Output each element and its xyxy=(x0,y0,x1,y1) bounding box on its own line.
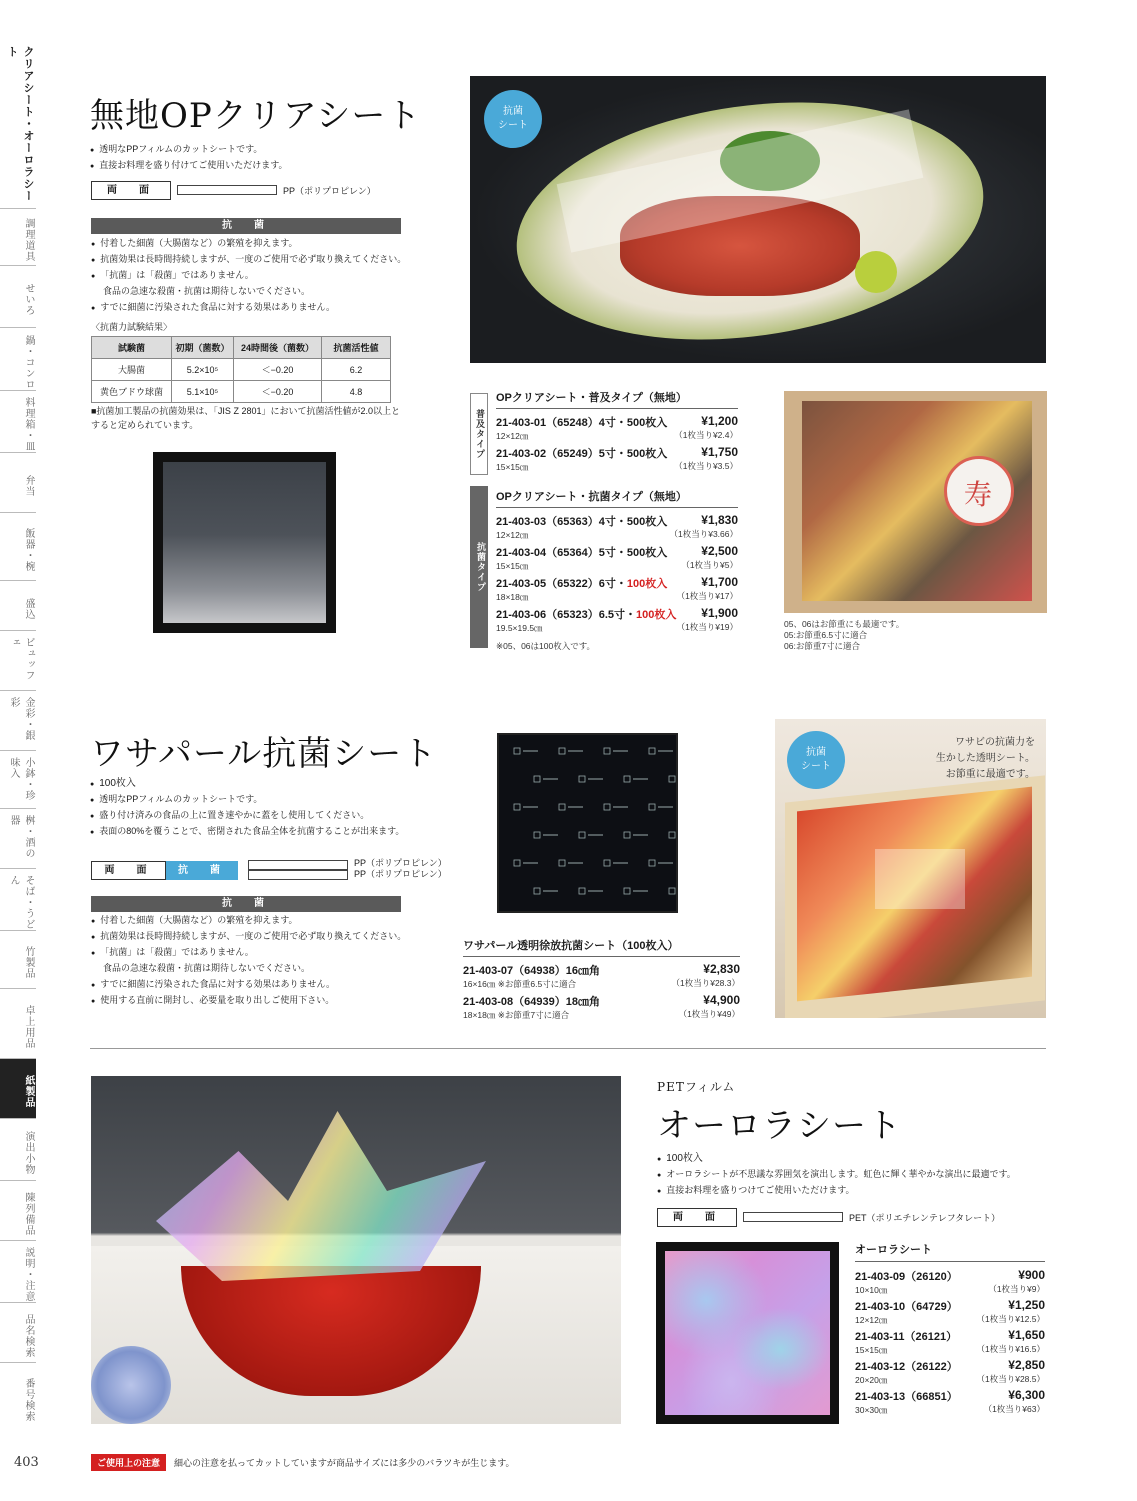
material-swatch xyxy=(743,1212,843,1222)
product-size: 19.5×19.5㎝ xyxy=(496,623,543,633)
sheet-mark xyxy=(514,804,520,810)
aurora-header: オーロラシート xyxy=(855,1244,932,1256)
sidebar-item[interactable]: 竹製品 xyxy=(0,930,36,988)
badge-line: 抗菌 xyxy=(806,747,826,758)
product-row xyxy=(496,414,738,445)
product-size: 15×15㎝ xyxy=(496,462,529,472)
unit-price: （1枚当り¥9） xyxy=(988,1284,1045,1294)
bullet: ● 透明なPPフィルムのカットシートです。 xyxy=(90,792,404,808)
cell: 5.1×10⁵ xyxy=(172,381,234,403)
product-code-text: 21-403-02（65249）5寸・500枚入 xyxy=(496,448,668,460)
unit-price: （1枚当り¥28.5） xyxy=(976,1374,1045,1384)
sidebar-item[interactable]: 盛込 xyxy=(0,580,36,630)
antibac-sheet-badge xyxy=(484,90,542,148)
product-code-text: 21-403-09（26120） xyxy=(855,1271,958,1283)
product-code-text: 21-403-11（26121） xyxy=(855,1331,958,1343)
sheet-mark xyxy=(534,888,540,894)
product-code-text: 21-403-10（64729） xyxy=(855,1301,958,1313)
sheet-mark xyxy=(534,776,540,782)
op-antibac-header: OPクリアシート・抗菌タイプ（無地） xyxy=(496,491,687,503)
standard-type-tab: 普及タイプ xyxy=(470,393,488,475)
clear-sheet-sample-image xyxy=(153,452,336,633)
bullet: ● 100枚入 xyxy=(657,1151,1016,1167)
caption-line: 06:お節重7寸に適合 xyxy=(784,641,861,651)
caption-line: 05、06はお節重にも最適です。 xyxy=(784,619,905,629)
antibac-header: 抗 菌 xyxy=(91,218,401,234)
bullet: ● 抗菌効果は長時間持続しますが、一度のご使用で必ず取り換えてください。 xyxy=(91,929,406,945)
bullet: ● 「抗菌」は「殺菌」ではありません。 xyxy=(91,268,406,284)
bullet: ● オーロラシートが不思議な雰囲気を演出します。虹色に輝く華やかな演出に最適です。 xyxy=(657,1167,1016,1183)
antibac-tag: 抗 菌 xyxy=(166,861,238,880)
product-code-text: 21-403-12（26122） xyxy=(855,1361,958,1373)
bullet: ● 使用する直前に開封し、必要量を取り出しご使用下さい。 xyxy=(91,993,406,1009)
sheet-mark xyxy=(559,748,565,754)
section1-bullets xyxy=(90,142,288,174)
cell: 黄色ブドウ球菌 xyxy=(92,381,172,403)
sidebar-item[interactable]: 説明・注意 xyxy=(0,1240,36,1302)
sheet-mark xyxy=(649,804,655,810)
product-row xyxy=(496,575,738,606)
badge-line: 抗菌 xyxy=(503,106,523,117)
sheet-mark xyxy=(624,832,630,838)
wasapearl-list xyxy=(463,962,740,1024)
product-price: ¥6,300 xyxy=(1008,1388,1045,1402)
product-row xyxy=(855,1328,1045,1358)
antibac-points xyxy=(91,236,406,316)
product-code-text: 21-403-03（65363）4寸・500枚入 xyxy=(496,516,668,528)
product-price: ¥2,500 xyxy=(701,544,738,558)
sheet-mark xyxy=(649,860,655,866)
antibac-points xyxy=(91,913,406,1009)
sidebar-item[interactable]: そば・うどん xyxy=(0,868,36,930)
bullet: ● 付着した細菌（大腸菌など）の繁殖を抑えます。 xyxy=(91,913,406,929)
sheet-mark xyxy=(579,776,585,782)
material-label: PP（ポリプロピレン） xyxy=(283,186,376,196)
sheet-mark xyxy=(514,860,520,866)
wasapearl-sheet-sample-image xyxy=(497,733,678,913)
product-code-text: 21-403-07（64938）16㎝角 xyxy=(463,965,600,977)
unit-price: （1枚当り¥16.5） xyxy=(976,1344,1045,1354)
section2-bullets xyxy=(90,776,404,840)
bullet: ● 直接お料理を盛り付けてご使用いただけます。 xyxy=(90,158,288,174)
sidebar-item[interactable]: 料理箱・皿 xyxy=(0,390,36,452)
sheet-mark xyxy=(649,748,655,754)
page-number: 403 xyxy=(14,1455,39,1470)
sidebar-item[interactable]: せいろ xyxy=(0,265,36,327)
sheet-mark xyxy=(559,860,565,866)
product-code-text: 21-403-05（65322）6寸・ xyxy=(496,578,627,590)
unit-price: （1枚当り¥17） xyxy=(676,591,738,601)
product-price: ¥1,650 xyxy=(1008,1328,1045,1342)
bullet: ● 透明なPPフィルムのカットシートです。 xyxy=(90,142,288,158)
product-size: 16×16㎝ ※お節重6.5寸に適合 xyxy=(463,979,577,989)
double-sided-tag: 両 面 xyxy=(91,861,166,880)
sheet-mark xyxy=(624,776,630,782)
unit-price: （1枚当り¥2.4） xyxy=(674,430,738,440)
product-size: 18×18㎝ xyxy=(496,592,529,602)
product-price: ¥1,900 xyxy=(701,606,738,620)
section3-bullets xyxy=(657,1151,1016,1199)
sheet-mark xyxy=(669,832,675,838)
sheet-pattern-graphic xyxy=(499,735,678,913)
product-price: ¥2,850 xyxy=(1008,1358,1045,1372)
caution-label: ご使用上の注意 xyxy=(91,1454,166,1471)
bullet: ● 表面の80%を覆うことで、密閉された食品全体を抗菌することが出来ます。 xyxy=(90,824,404,840)
cell: 4.8 xyxy=(322,381,391,403)
section3-subtitle: PETフィルム xyxy=(657,1080,736,1094)
sidebar-item[interactable]: 卓上用品 xyxy=(0,988,36,1058)
double-sided-tag: 両 面 xyxy=(657,1208,737,1227)
product-size: 30×30㎝ xyxy=(855,1405,888,1415)
cell: ＜−0.20 xyxy=(234,359,322,381)
divider xyxy=(463,956,740,957)
unit-price: （1枚当り¥28.3） xyxy=(671,978,740,988)
product-code-text: 21-403-13（66851） xyxy=(855,1391,958,1403)
product-row xyxy=(463,962,740,993)
bullet: ● 盛り付け済みの食品の上に置き速やかに蓋をし使用してください。 xyxy=(90,808,404,824)
bullet: ● すでに細菌に汚染された食品に対する効果はありません。 xyxy=(91,300,406,316)
product-code-text: 21-403-08（64939）18㎝角 xyxy=(463,996,600,1008)
col-header: 試験菌 xyxy=(92,337,172,359)
aurora-list xyxy=(855,1268,1045,1418)
table-header-row xyxy=(92,337,391,359)
product-row xyxy=(463,993,740,1024)
product-price: ¥4,900 xyxy=(703,993,740,1007)
cell: 大腸菌 xyxy=(92,359,172,381)
sheet-mark xyxy=(559,804,565,810)
product-row xyxy=(496,513,738,544)
footer-caution xyxy=(91,1454,515,1471)
sashimi-photo xyxy=(470,76,1046,363)
product-code-text: 21-403-06（65323）6.5寸・ xyxy=(496,609,637,621)
unit-price: （1枚当り¥49） xyxy=(678,1009,740,1019)
material-swatch xyxy=(248,870,348,880)
product-row xyxy=(855,1268,1045,1298)
test-title: 〈抗菌力試験結果〉 xyxy=(91,322,173,332)
product-price: ¥900 xyxy=(1018,1268,1045,1282)
sheet-mark xyxy=(624,888,630,894)
sidebar-item[interactable]: 小鉢・珍味入 xyxy=(0,750,36,808)
bullet: ● 100枚入 xyxy=(90,776,404,792)
col-header: 抗菌活性値 xyxy=(322,337,391,359)
unit-price: （1枚当り¥12.5） xyxy=(976,1314,1045,1324)
product-price: ¥1,200 xyxy=(701,414,738,428)
divider xyxy=(496,507,738,508)
product-price: ¥1,700 xyxy=(701,575,738,589)
sheet-mark xyxy=(514,748,520,754)
product-size: 18×18㎝ ※お節重7寸に適合 xyxy=(463,1010,570,1020)
op-antibac-footnote: ※05、06は100枚入です。 xyxy=(496,641,596,651)
sheet-mark xyxy=(604,748,610,754)
product-size: 12×12㎝ xyxy=(855,1315,888,1325)
antibac-sheet-badge xyxy=(787,731,845,789)
unit-price: （1枚当り¥3.66） xyxy=(669,529,738,539)
product-code-text: 21-403-04（65364）5寸・500枚入 xyxy=(496,547,668,559)
caution-text: 細心の注意を払ってカットしていますが商品サイズには多少のバラツキが生じます。 xyxy=(174,1458,515,1468)
sidebar-item[interactable]: クリアシート・オーロラシート xyxy=(6,46,35,202)
product-code-text: 21-403-01（65248）4寸・500枚入 xyxy=(496,417,668,429)
cell: 6.2 xyxy=(322,359,391,381)
pack-count-highlight: 100枚入 xyxy=(626,578,668,590)
category-sidebar xyxy=(0,40,36,1430)
bullet: ● 抗菌効果は長時間持続しますが、一度のご使用で必ず取り換えてください。 xyxy=(91,252,406,268)
product-code xyxy=(463,993,740,1009)
product-price: ¥1,750 xyxy=(701,445,738,459)
bullet: ● 「抗菌」は「殺菌」ではありません。 xyxy=(91,945,406,961)
unit-price: （1枚当り¥5） xyxy=(681,560,738,570)
op-antibac-list xyxy=(496,513,738,637)
caption-line: お節重に最適です。 xyxy=(945,769,1035,780)
caption-line: 05:お節重6.5寸に適合 xyxy=(784,630,868,640)
osechi-photo: 寿 xyxy=(784,391,1047,613)
sidebar-item[interactable]: 陳列備品 xyxy=(0,1180,36,1240)
sheet-mark xyxy=(534,832,540,838)
product-code xyxy=(463,962,740,978)
sidebar-item[interactable]: 飯器・椀 xyxy=(0,512,36,580)
antibac-test-table xyxy=(91,336,391,403)
product-row xyxy=(855,1388,1045,1418)
product-size: 20×20㎝ xyxy=(855,1375,888,1385)
section-divider xyxy=(90,1048,1046,1049)
pack-count-highlight: 100枚入 xyxy=(636,609,677,621)
cell: ＜−0.20 xyxy=(234,381,322,403)
sidebar-item[interactable]: 桝・酒の器 xyxy=(0,808,36,868)
product-row xyxy=(855,1358,1045,1388)
table-row xyxy=(92,381,391,403)
divider xyxy=(855,1261,1045,1262)
antibac-type-tab: 抗菌タイプ xyxy=(470,486,488,648)
caption-line: ワサビの抗菌力を xyxy=(955,737,1035,748)
test-note: ■抗菌加工製品の抗菌効果は、「JIS Z 2801」において抗菌活性値が2.0以上とすると定められています。 xyxy=(91,406,400,430)
sidebar-item[interactable]: 演出小物 xyxy=(0,1118,36,1180)
product-code xyxy=(855,1268,1045,1284)
product-price: ¥1,250 xyxy=(1008,1298,1045,1312)
product-size: 12×12㎝ xyxy=(496,431,529,441)
sidebar-item[interactable]: 調理道具 xyxy=(0,208,36,265)
bullet: ● すでに細菌に汚染された食品に対する効果はありません。 xyxy=(91,977,406,993)
table-row xyxy=(92,359,391,381)
bullet: 食品の急速な殺菌・抗菌は期待しないでください。 xyxy=(103,286,311,296)
bullet: ● 付着した細菌（大腸菌など）の繁殖を抑えます。 xyxy=(91,236,406,252)
op-standard-list xyxy=(496,414,738,476)
sidebar-item[interactable]: 紙製品 xyxy=(0,1058,36,1118)
sheet-mark xyxy=(669,776,675,782)
badge-line: シート xyxy=(801,761,831,772)
sheet-mark xyxy=(579,832,585,838)
sidebar-item[interactable]: 金彩・銀彩 xyxy=(0,690,36,750)
caption-line: 生かした透明シート。 xyxy=(935,753,1035,764)
double-sided-tag: 両 面 xyxy=(91,181,171,200)
bullet: ● 直接お料理を盛りつけてご使用いただけます。 xyxy=(657,1183,1016,1199)
product-size: 15×15㎝ xyxy=(496,561,529,571)
section3-title: オーロラシート xyxy=(657,1106,902,1146)
sidebar-item[interactable]: ビュッフェ xyxy=(0,630,36,690)
unit-price: （1枚当り¥3.5） xyxy=(674,461,738,471)
product-size: 15×15㎝ xyxy=(855,1345,888,1355)
sidebar-item[interactable]: 鍋・コンロ xyxy=(0,327,36,390)
sheet-mark xyxy=(604,804,610,810)
material-label: PP（ポリプロピレン） xyxy=(354,858,447,868)
col-header: 24時間後（菌数） xyxy=(234,337,322,359)
sidebar-item[interactable]: 番号検索 xyxy=(0,1362,36,1430)
product-price: ¥2,830 xyxy=(703,962,740,976)
section2-title: ワサパール抗菌シート xyxy=(90,734,438,774)
col-header: 初期（菌数） xyxy=(172,337,234,359)
sidebar-item[interactable]: 弁当 xyxy=(0,452,36,512)
product-size: 12×12㎝ xyxy=(496,530,529,540)
material-label: PP（ポリプロピレン） xyxy=(354,869,447,879)
material-labels xyxy=(354,858,447,880)
product-row xyxy=(855,1298,1045,1328)
sheet-mark xyxy=(604,860,610,866)
product-row xyxy=(496,445,738,476)
section1-title: 無地OPクリアシート xyxy=(90,96,422,136)
product-size: 10×10㎝ xyxy=(855,1285,888,1295)
material-label: PET（ポリエチレンテレフタレート） xyxy=(849,1213,1001,1223)
badge-line: シート xyxy=(498,120,528,131)
product-row xyxy=(496,544,738,575)
sheet-mark xyxy=(579,888,585,894)
aurora-bowl-photo xyxy=(91,1076,621,1424)
bullet: 食品の急速な殺菌・抗菌は期待しないでください。 xyxy=(103,963,311,973)
op-standard-header: OPクリアシート・普及タイプ（無地） xyxy=(496,392,687,404)
divider xyxy=(496,408,738,409)
sidebar-item[interactable]: 品名検索 xyxy=(0,1302,36,1362)
product-row xyxy=(496,606,738,637)
aurora-sheet-sample-image xyxy=(656,1242,839,1424)
sheet-mark xyxy=(669,888,675,894)
unit-price: （1枚当り¥19） xyxy=(676,622,738,632)
photo-caption xyxy=(920,735,1035,783)
osechi-caption xyxy=(784,619,904,652)
wasapearl-header: ワサパール透明徐放抗菌シート（100枚入） xyxy=(463,940,679,952)
material-swatch xyxy=(177,185,277,195)
product-price: ¥1,830 xyxy=(701,513,738,527)
antibac-header: 抗 菌 xyxy=(91,896,401,912)
unit-price: （1枚当り¥63） xyxy=(983,1404,1045,1414)
cell: 5.2×10⁵ xyxy=(172,359,234,381)
material-swatch xyxy=(248,860,348,870)
